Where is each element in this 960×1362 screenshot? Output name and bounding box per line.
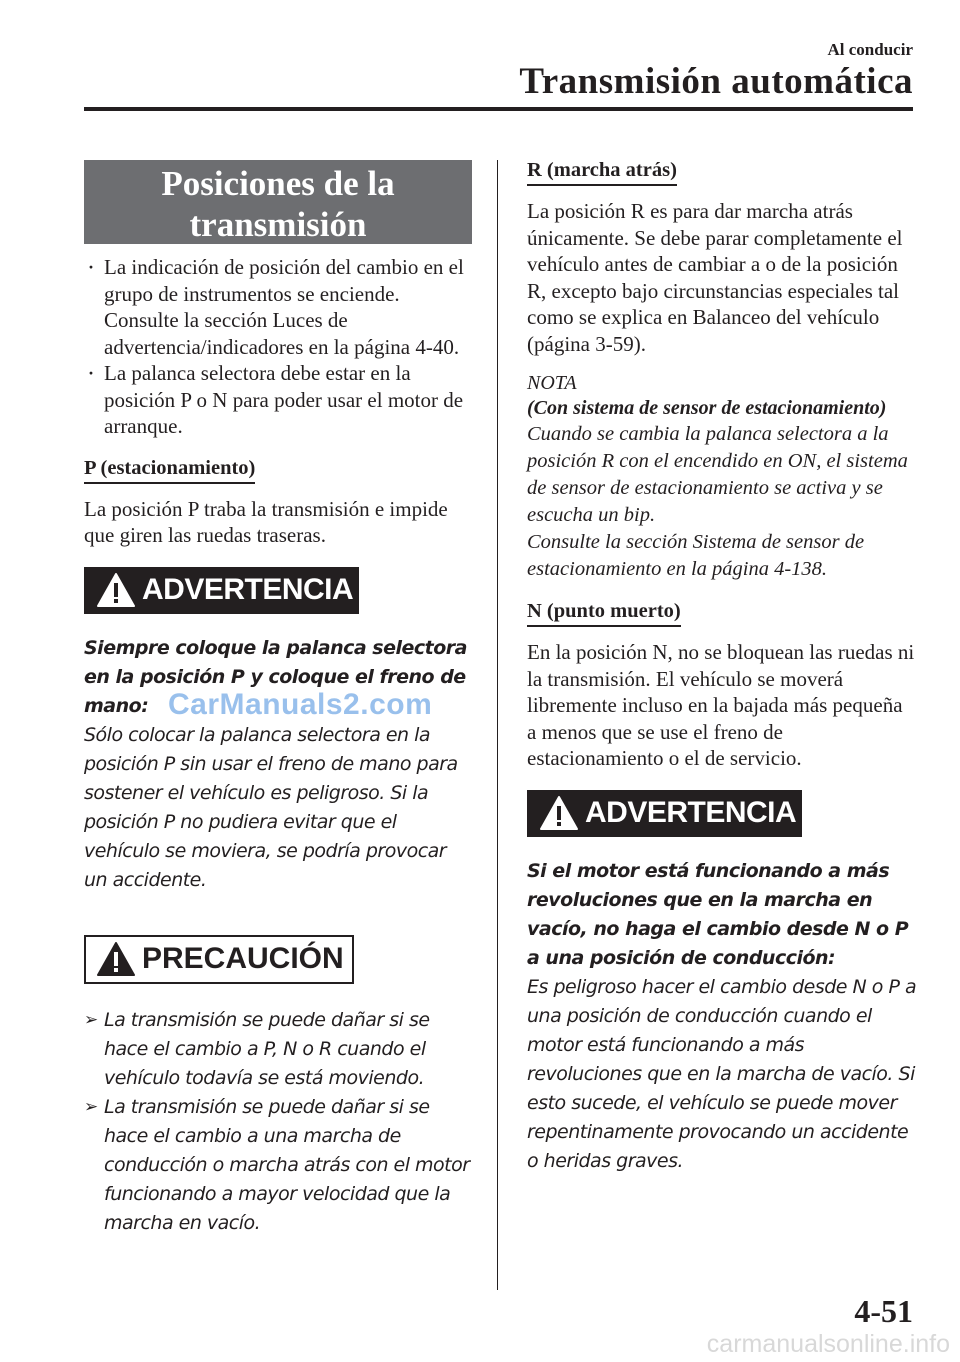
warning-triangle-icon	[539, 795, 579, 831]
footer-site-link[interactable]: carmanualsonline.info	[706, 1330, 950, 1358]
section-title-box	[84, 160, 472, 244]
warning-label-1	[84, 567, 359, 614]
header-rule	[84, 107, 913, 111]
caution-label	[84, 935, 354, 984]
warning-label-text: ADVERTENCIA	[585, 796, 797, 829]
right-column	[527, 158, 917, 1176]
warning-label-2	[527, 790, 802, 837]
arrow-bullet-icon: ➢	[84, 1096, 98, 1117]
note-text-2: Consulte la sección Sistema de sensor de estacionamiento en la página 4-138.	[527, 531, 865, 580]
p-text: La posición P traba la transmisión e impide que giren las ruedas traseras.	[84, 496, 448, 547]
column-divider	[497, 160, 498, 1290]
intro-bullet-text: La palanca selectora debe estar en la posición P o N para poder usar el motor de arranque.	[104, 361, 464, 438]
caution-label-text: PRECAUCIÓN	[142, 942, 344, 975]
n-heading: N (punto muerto)	[527, 599, 681, 627]
intro-bullet-item	[84, 360, 472, 440]
caution-item-text: La transmisión se puede dañar si se hace el cambio a P, N o R cuando el vehículo todavía se está moviendo.	[104, 1008, 430, 1089]
n-text: En la posición N, no se bloquean las ruedas ni la transmisión. El vehículo se moverá libremente incluso en la bajada más pequeña a menos que se use el freno de estacionamiento o el de servicio.	[527, 640, 915, 770]
intro-bullet-list	[84, 254, 472, 440]
note-heading: (Con sistema de sensor de estacionamiento)	[527, 397, 887, 419]
intro-bullet-item	[84, 254, 472, 360]
caution-list	[84, 1006, 472, 1238]
r-heading: R (marcha atrás)	[527, 158, 677, 186]
warning-triangle-icon	[96, 572, 136, 608]
section-title-line2: transmisión	[189, 205, 367, 244]
header-section: Al conducir	[827, 40, 913, 59]
bullet-dot-icon: ·	[88, 257, 95, 277]
warning-text-2: Es peligroso hacer el cambio desde N o P a una posición de conducción cuando el motor está funcionando a más revoluciones que en la marcha de vacío. Si esto sucede, el vehículo se puede mover repentinamente provocando un accidente o heridas graves.	[527, 975, 917, 1172]
p-heading: P (estacionamiento)	[84, 456, 255, 484]
warning-heading-1: Siempre coloque la palanca selectora en la posición P y coloque el freno de mano:	[84, 636, 467, 717]
section-title-line1: Posiciones de la	[161, 164, 395, 203]
caution-item-text: La transmisión se puede dañar si se hace el cambio a una marcha de conducción o marcha atrás con el motor funcionando a mayor velocidad que la marcha en vacío.	[104, 1095, 470, 1234]
warning-heading-2: Si el motor está funcionando a más revoluciones que en la marcha en vacío, no haga el cambio desde N o P a una posición de conducción:	[527, 859, 909, 969]
note-label: NOTA	[527, 372, 577, 394]
header-title: Transmisión automática	[519, 61, 913, 102]
caution-triangle-icon	[96, 941, 136, 977]
arrow-bullet-icon: ➢	[84, 1009, 98, 1030]
watermark: CarManuals2.com	[168, 688, 433, 721]
warning-text-1: Sólo colocar la palanca selectora en la posición P sin usar el freno de mano para sostener el vehículo es peligroso. Si la posición P no pudiera evitar que el vehículo se moviera, se podría provocar un accidente.	[84, 723, 458, 891]
page-number: 4-51	[854, 1293, 913, 1329]
caution-item	[84, 1093, 472, 1238]
r-text: La posición R es para dar marcha atrás únicamente. Se debe parar completamente el vehículo antes de cambiar a o de la posición R, excepto bajo circunstancias especiales tal como se explica en Balanceo del vehículo (página 3-59).	[527, 199, 903, 356]
warning-label-text: ADVERTENCIA	[142, 573, 354, 606]
note-text-1: Cuando se cambia la palanca selectora a la posición R con el encendido en ON, el sistema de sensor de estacionamiento se activa y se escucha un bip.	[527, 423, 908, 526]
caution-item	[84, 1006, 472, 1093]
intro-bullet-text: La indicación de posición del cambio en el grupo de instrumentos se enciende. Consulte la sección Luces de advertencia/indicadores en la página 4-40.	[104, 255, 464, 359]
bullet-dot-icon: ·	[88, 363, 95, 383]
